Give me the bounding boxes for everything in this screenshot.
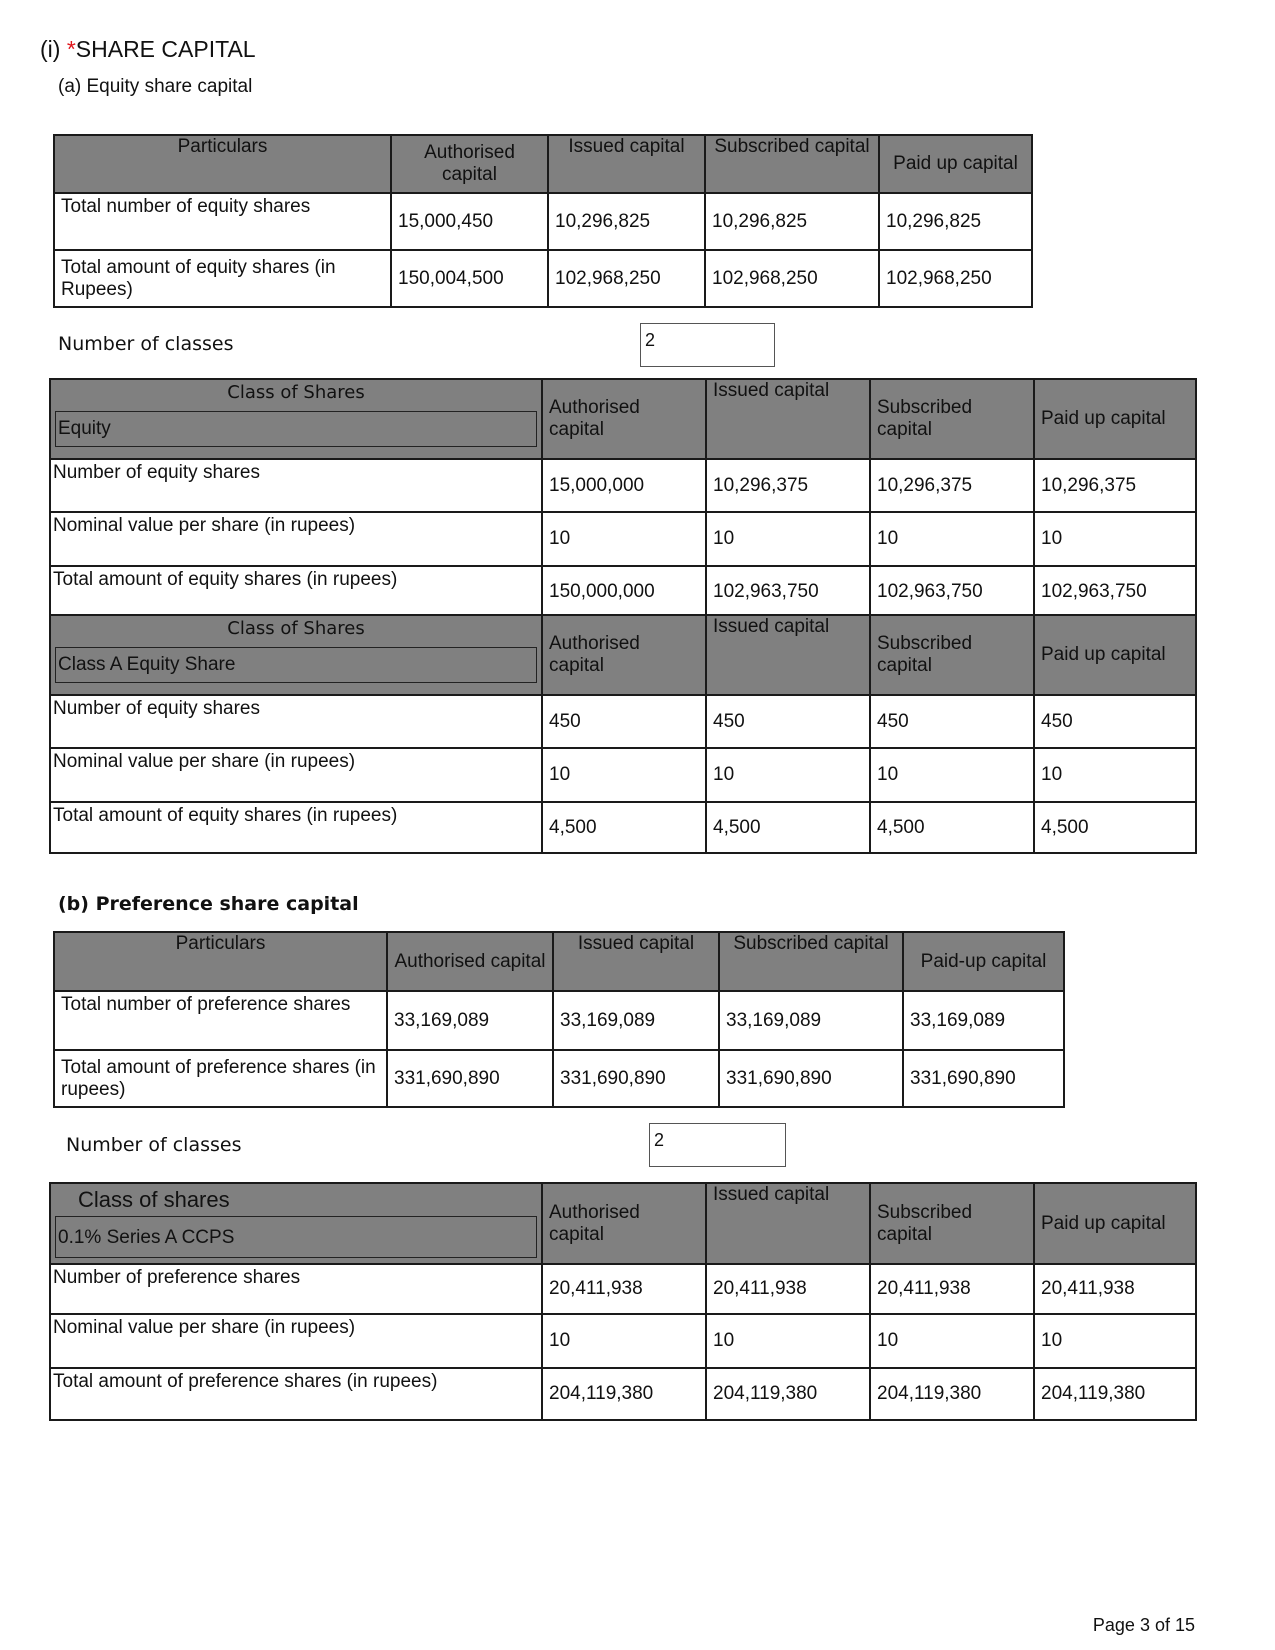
subscribed-value: 10,296,375 — [870, 459, 1034, 512]
subscribed-value: 102,968,250 — [705, 250, 879, 307]
equity-class-table — [49, 378, 1197, 618]
header-issued: Issued capital — [706, 1183, 870, 1264]
subscribed-value: 20,411,938 — [870, 1264, 1034, 1314]
class-name-field[interactable]: Equity — [55, 411, 537, 447]
authorised-value: 20,411,938 — [542, 1264, 706, 1314]
authorised-value: 15,000,000 — [542, 459, 706, 512]
authorised-value: 15,000,450 — [391, 193, 548, 250]
preference-summary-table — [53, 931, 1065, 1108]
authorised-value: 204,119,380 — [542, 1368, 706, 1420]
header-paidup: Paid-up capital — [903, 932, 1064, 991]
row-label: Nominal value per share (in rupees) — [50, 1314, 542, 1368]
issued-value: 10 — [706, 1314, 870, 1368]
paidup-value: 10 — [1034, 512, 1196, 566]
authorised-value: 150,000,000 — [542, 566, 706, 617]
authorised-value: 10 — [542, 1314, 706, 1368]
header-issued: Issued capital — [706, 615, 870, 695]
paidup-value: 20,411,938 — [1034, 1264, 1196, 1314]
paidup-value: 33,169,089 — [903, 991, 1064, 1050]
header-authorised: Authorised capital — [542, 379, 706, 459]
subscribed-value: 10,296,825 — [705, 193, 879, 250]
row-label: Total number of equity shares — [54, 193, 391, 250]
class-of-shares-label: Class of Shares — [227, 618, 365, 639]
paidup-value: 10 — [1034, 748, 1196, 802]
subscribed-value: 331,690,890 — [719, 1050, 903, 1107]
required-marker: * — [66, 36, 76, 62]
header-subscribed: Subscribed capital — [870, 379, 1034, 459]
section-title — [40, 36, 256, 63]
row-label: Total amount of equity shares (in Rupees) — [54, 250, 391, 307]
header-particulars: Particulars — [54, 932, 387, 991]
issued-value: 10,296,375 — [706, 459, 870, 512]
header-issued: Issued capital — [553, 932, 719, 991]
subscribed-value: 204,119,380 — [870, 1368, 1034, 1420]
paidup-value: 102,968,250 — [879, 250, 1032, 307]
authorised-value: 331,690,890 — [387, 1050, 553, 1107]
issued-value: 10 — [706, 512, 870, 566]
preference-number-of-classes-field[interactable]: 2 — [649, 1123, 786, 1167]
page-number: Page 3 of 15 — [1092, 1615, 1195, 1635]
class-name-field[interactable]: Class A Equity Share — [55, 647, 537, 683]
header-subscribed: Subscribed capital — [870, 615, 1034, 695]
equity-number-of-classes-label: Number of classes — [58, 333, 234, 355]
issued-value: 102,968,250 — [548, 250, 705, 307]
header-paidup: Paid up capital — [879, 135, 1032, 193]
equity-subtitle: (a) Equity share capital — [58, 76, 253, 97]
issued-value: 33,169,089 — [553, 991, 719, 1050]
header-issued: Issued capital — [548, 135, 705, 193]
class-header-cell — [50, 379, 542, 459]
header-paidup: Paid up capital — [1034, 615, 1196, 695]
row-label: Nominal value per share (in rupees) — [50, 748, 542, 802]
header-authorised: Authorised capital — [542, 1183, 706, 1264]
authorised-value: 33,169,089 — [387, 991, 553, 1050]
header-issued: Issued capital — [706, 379, 870, 459]
subscribed-value: 10 — [870, 748, 1034, 802]
paidup-value: 10 — [1034, 1314, 1196, 1368]
issued-value: 10,296,825 — [548, 193, 705, 250]
issued-value: 204,119,380 — [706, 1368, 870, 1420]
equity-class-table — [49, 614, 1197, 854]
issued-value: 10 — [706, 748, 870, 802]
preference-number-of-classes-label: Number of classes — [66, 1134, 242, 1156]
issued-value: 450 — [706, 695, 870, 748]
authorised-value: 150,004,500 — [391, 250, 548, 307]
header-authorised: Authorised capital — [391, 135, 548, 193]
issued-value: 331,690,890 — [553, 1050, 719, 1107]
paidup-value: 450 — [1034, 695, 1196, 748]
issued-value: 102,963,750 — [706, 566, 870, 617]
authorised-value: 10 — [542, 748, 706, 802]
header-paidup: Paid up capital — [1034, 379, 1196, 459]
header-paidup: Paid up capital — [1034, 1183, 1196, 1264]
row-label: Number of equity shares — [50, 459, 542, 512]
section-title-text: SHARE CAPITAL — [75, 36, 256, 62]
subscribed-value: 10 — [870, 1314, 1034, 1368]
row-label: Total number of preference shares — [54, 991, 387, 1050]
row-label: Total amount of equity shares (in rupees) — [50, 802, 542, 853]
row-label: Total amount of equity shares (in rupees) — [50, 566, 542, 617]
class-of-shares-label: Class of shares — [78, 1187, 230, 1212]
class-header-cell — [50, 615, 542, 695]
authorised-value: 450 — [542, 695, 706, 748]
subscribed-value: 10 — [870, 512, 1034, 566]
issued-value: 20,411,938 — [706, 1264, 870, 1314]
row-label: Number of equity shares — [50, 695, 542, 748]
paidup-value: 10,296,375 — [1034, 459, 1196, 512]
section-number: (i) — [40, 36, 67, 62]
preference-subtitle: (b) Preference share capital — [58, 893, 359, 915]
issued-value: 4,500 — [706, 802, 870, 853]
paidup-value: 10,296,825 — [879, 193, 1032, 250]
header-authorised: Authorised capital — [542, 615, 706, 695]
equity-number-of-classes-field[interactable]: 2 — [640, 323, 775, 367]
equity-summary-table — [53, 134, 1033, 308]
header-subscribed: Subscribed capital — [705, 135, 879, 193]
subscribed-value: 4,500 — [870, 802, 1034, 853]
paidup-value: 102,963,750 — [1034, 566, 1196, 617]
preference-class-table — [49, 1182, 1197, 1421]
header-subscribed: Subscribed capital — [719, 932, 903, 991]
class-of-shares-label: Class of Shares — [227, 382, 365, 403]
paidup-value: 4,500 — [1034, 802, 1196, 853]
header-particulars: Particulars — [54, 135, 391, 193]
subscribed-value: 33,169,089 — [719, 991, 903, 1050]
class-header-cell — [50, 1183, 542, 1264]
class-name-field[interactable]: 0.1% Series A CCPS — [55, 1216, 537, 1258]
row-label: Total amount of preference shares (in rupees) — [50, 1368, 542, 1420]
row-label: Total amount of preference shares (in rupees) — [54, 1050, 387, 1107]
subscribed-value: 102,963,750 — [870, 566, 1034, 617]
header-authorised: Authorised capital — [387, 932, 553, 991]
paidup-value: 331,690,890 — [903, 1050, 1064, 1107]
row-label: Number of preference shares — [50, 1264, 542, 1314]
authorised-value: 4,500 — [542, 802, 706, 853]
row-label: Nominal value per share (in rupees) — [50, 512, 542, 566]
subscribed-value: 450 — [870, 695, 1034, 748]
header-subscribed: Subscribed capital — [870, 1183, 1034, 1264]
paidup-value: 204,119,380 — [1034, 1368, 1196, 1420]
authorised-value: 10 — [542, 512, 706, 566]
